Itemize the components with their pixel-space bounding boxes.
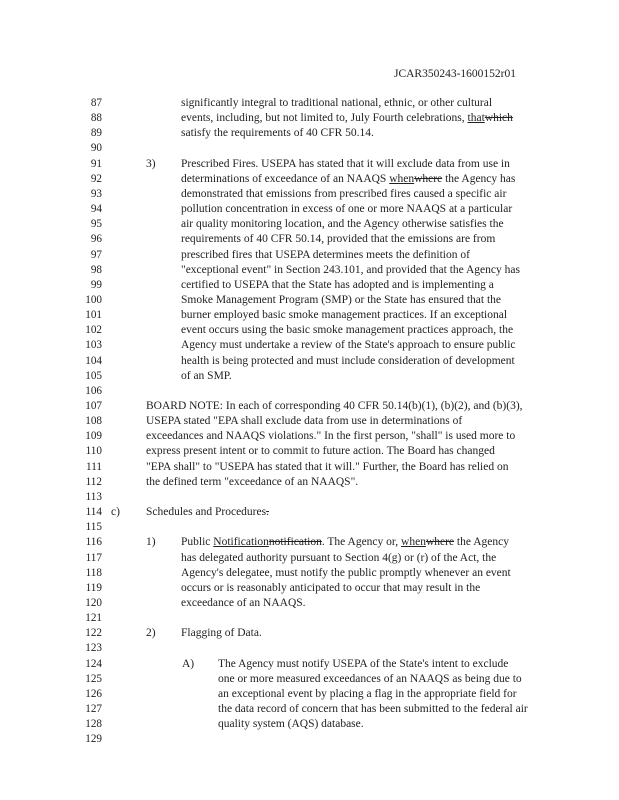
text-run: significantly integral to traditional national, ethnic, or other cultural: [181, 97, 493, 109]
line-text: [146, 460, 508, 474]
line-number: 107: [85, 400, 102, 412]
document-line: [0, 535, 619, 549]
text-run: the data record of concern that has been submitted to the federal air: [218, 703, 528, 715]
line-number: 87: [90, 97, 102, 109]
text-run: Prescribed Fires. USEPA has stated that it will exclude data from use in: [181, 157, 510, 170]
document-line: [0, 202, 619, 216]
line-number: 95: [90, 218, 102, 231]
line-number: 100: [85, 293, 102, 306]
text-run: pollution concentration in excess of one or more NAAQS at a particular: [181, 203, 513, 216]
text-run: prescribed fires that USEPA determines meets the definition of: [181, 248, 470, 261]
text-run: exceedance of an NAAQS.: [181, 596, 306, 609]
deleted-text: where: [414, 172, 443, 185]
document-line: [0, 232, 619, 246]
document-line: [0, 626, 619, 640]
text-run: express present intent or to commit to future action. The Board has changed: [146, 445, 495, 458]
line-text: [181, 626, 262, 640]
document-line: [0, 475, 619, 489]
line-number: 127: [85, 703, 102, 715]
text-run: health is being protected and must include consideration of development: [181, 354, 515, 367]
line-text: [218, 717, 364, 731]
text-run: requirements of 40 CFR 50.14, provided that the emissions are from: [181, 233, 496, 246]
text-run: USEPA stated "EPA shall exclude data from use in determinations of: [146, 415, 463, 428]
line-number: 91: [90, 157, 102, 170]
line-text: [218, 687, 517, 701]
line-text: [181, 308, 507, 322]
text-run: "exceptional event" in Section 243.101, and provided that the Agency has: [181, 263, 520, 276]
document-line: [0, 248, 619, 262]
line-text: [218, 657, 508, 671]
line-number: 96: [90, 233, 102, 246]
line-text: [181, 323, 513, 337]
document-line: [0, 293, 619, 307]
line-text: [181, 172, 515, 186]
line-number: 101: [85, 309, 102, 322]
line-number: 123: [85, 642, 102, 655]
document-line: [0, 687, 619, 701]
line-number: 88: [90, 112, 102, 125]
document-line: [0, 717, 619, 731]
deleted-text: notification: [268, 536, 322, 549]
document-line: [0, 520, 619, 534]
line-number: 113: [85, 490, 102, 503]
list-marker: A): [182, 657, 195, 670]
text-run: satisfy the requirements of 40 CFR 50.14.: [181, 127, 374, 140]
text-run: of an SMP.: [181, 369, 232, 382]
document-line: [0, 308, 619, 322]
document-line: [0, 338, 619, 352]
text-run: the Agency has: [442, 172, 516, 185]
line-number: 116: [85, 536, 102, 549]
line-number: 108: [85, 415, 102, 428]
document-line: [0, 187, 619, 201]
document-line: [0, 551, 619, 565]
document-line: [0, 657, 619, 671]
text-run: . The Agency or,: [321, 536, 402, 549]
text-run: "EPA shall" to "USEPA has stated that it will." Further, the Board has relied on: [146, 460, 509, 473]
line-text: [181, 581, 480, 595]
line-number: 97: [90, 248, 102, 261]
line-text: [218, 672, 522, 686]
line-number: 126: [85, 687, 102, 700]
document-line: [0, 611, 619, 625]
line-text: [181, 535, 509, 549]
line-number: 114: [85, 506, 102, 519]
line-text: [181, 551, 496, 565]
document-line: [0, 217, 619, 231]
line-number: 98: [90, 263, 102, 276]
line-number: 89: [90, 127, 102, 140]
line-text: [181, 596, 306, 610]
line-number: 109: [85, 430, 102, 443]
line-number: 111: [86, 460, 102, 473]
text-run: air quality monitoring location, and the Agency otherwise satisfies the: [181, 218, 504, 231]
line-text: [181, 354, 515, 368]
list-marker: 2): [146, 627, 156, 640]
line-text: [181, 566, 511, 580]
text-run: Public: [181, 536, 214, 549]
document-line: [0, 354, 619, 368]
line-text: [181, 157, 510, 171]
line-text: [181, 232, 495, 246]
text-run: Flagging of Data.: [181, 627, 262, 640]
text-run: demonstrated that emissions from prescribed fires caused a specific air: [181, 187, 507, 200]
document-line: [0, 581, 619, 595]
line-text: [181, 126, 374, 140]
text-run: Smoke Management Program (SMP) or the State has ensured that the: [181, 293, 502, 306]
line-number: 103: [85, 339, 102, 352]
line-number: 122: [85, 627, 102, 640]
text-run: certified to USEPA that the State has adopted and is implementing a: [181, 278, 494, 291]
line-text: [181, 187, 506, 201]
inserted-text: Notification: [213, 536, 269, 549]
text-run: exceedances and NAAQS violations." In the first person, "shall" is used more to: [146, 430, 516, 443]
inserted-text: that: [467, 112, 485, 125]
list-marker: c): [111, 506, 120, 519]
inserted-text: when: [389, 172, 415, 185]
line-text: [181, 248, 470, 262]
document-line: [0, 278, 619, 292]
document-line: [0, 369, 619, 383]
document-line: [0, 702, 619, 716]
line-number: 90: [90, 142, 102, 155]
line-text: [146, 414, 462, 428]
line-number: 93: [90, 187, 102, 200]
line-number: 94: [90, 203, 102, 216]
line-text: [181, 263, 520, 277]
text-run: Schedules and Procedures: [146, 506, 267, 519]
line-text: [146, 475, 358, 489]
document-line: [0, 672, 619, 686]
document-line: [0, 399, 619, 413]
text-run: occurs or is reasonably anticipated to occur that may result in the: [181, 581, 481, 594]
document-line: [0, 126, 619, 140]
line-number: 106: [85, 384, 102, 397]
line-number: 112: [85, 475, 102, 488]
text-run: determinations of exceedance of an NAAQS: [181, 172, 390, 185]
line-number: 118: [85, 566, 102, 579]
document-line: [0, 732, 619, 746]
line-text: [181, 111, 513, 125]
line-number: 119: [85, 581, 102, 594]
line-text: [181, 338, 516, 352]
line-text: [181, 96, 492, 110]
line-text: [146, 429, 515, 443]
document-line: [0, 596, 619, 610]
line-number: 110: [85, 445, 102, 458]
line-text: [146, 444, 495, 458]
text-run: the defined term "exceedance of an NAAQS".: [146, 475, 359, 488]
text-run: one or more measured exceedances of an NAAQS as being due to: [218, 672, 522, 685]
line-text: [146, 399, 523, 413]
text-run: Agency must undertake a review of the State's approach to ensure public: [181, 339, 516, 352]
text-run: burner employed basic smoke management practices. If an exceptional: [181, 309, 508, 322]
document-line: [0, 490, 619, 504]
line-text: [181, 278, 494, 292]
document-line: [0, 157, 619, 171]
text-run: The Agency must notify USEPA of the State's intent to exclude: [218, 657, 509, 670]
line-number: 105: [85, 369, 102, 382]
line-text: [181, 217, 504, 231]
text-run: an exceptional event by placing a flag in the appropriate field for: [218, 687, 517, 700]
inserted-text: when: [401, 536, 426, 549]
list-marker: 1): [146, 536, 156, 549]
text-run: quality system (AQS) database.: [218, 718, 364, 731]
deleted-text: which: [484, 112, 513, 125]
text-run: the Agency: [454, 536, 509, 549]
text-run: has delegated authority pursuant to Section 4(g) or (r) of the Act, the: [181, 551, 497, 564]
document-line: [0, 263, 619, 277]
line-number: 128: [85, 718, 102, 731]
document-line: [0, 384, 619, 398]
document-line: [0, 111, 619, 125]
line-number: 115: [85, 521, 102, 534]
document-line: [0, 141, 619, 155]
deleted-text: .: [266, 506, 269, 519]
line-number: 120: [85, 596, 102, 609]
text-run: Agency's delegatee, must notify the public promptly whenever an event: [181, 566, 511, 579]
line-number: 124: [85, 657, 102, 670]
line-number: 125: [85, 672, 102, 685]
line-text: [181, 293, 501, 307]
document-line: [0, 566, 619, 580]
line-text: [146, 505, 269, 519]
document-line: [0, 505, 619, 519]
text-run: BOARD NOTE: In each of corresponding 40 CFR 50.14(b)(1), (b)(2), and (b)(3),: [146, 400, 523, 412]
text-run: events, including, but not limited to, July Fourth celebrations,: [181, 112, 468, 125]
line-text: [181, 369, 232, 383]
line-number: 92: [90, 172, 102, 185]
document-line: [0, 96, 619, 110]
document-line: [0, 641, 619, 655]
document-id: JCAR350243-1600152r01: [393, 68, 516, 80]
line-number: 104: [85, 354, 102, 367]
line-text: [218, 702, 528, 716]
document-line: [0, 172, 619, 186]
line-number: 102: [85, 324, 102, 337]
line-number: 121: [85, 612, 102, 625]
text-run: event occurs using the basic smoke management practices approach, the: [181, 324, 514, 337]
document-line: [0, 414, 619, 428]
line-number: 129: [85, 733, 102, 746]
line-text: [181, 202, 512, 216]
document-line: [0, 460, 619, 474]
list-marker: 3): [146, 157, 156, 170]
line-number: 99: [90, 278, 102, 291]
line-number: 117: [85, 551, 102, 564]
document-line: [0, 444, 619, 458]
document-line: [0, 429, 619, 443]
deleted-text: where: [425, 536, 455, 549]
document-line: [0, 323, 619, 337]
